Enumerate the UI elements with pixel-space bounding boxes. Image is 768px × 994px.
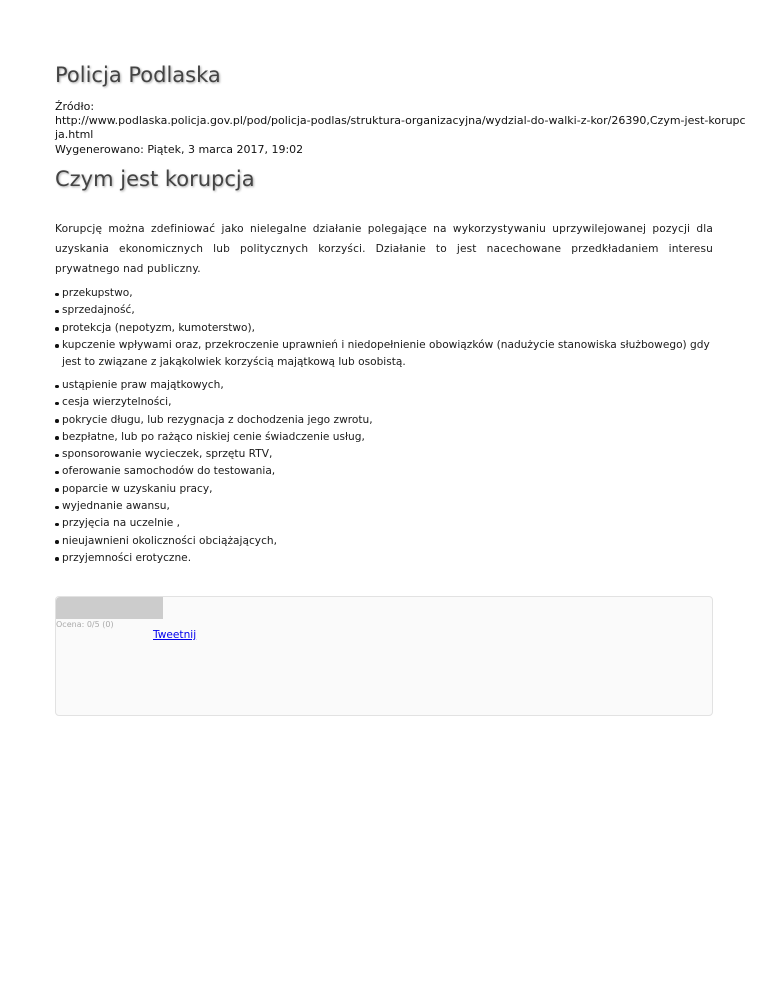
list-item: sponsorowanie wycieczek, sprzętu RTV, xyxy=(55,446,713,463)
list-item: ustąpienie praw majątkowych, xyxy=(55,377,713,394)
list-item: oferowanie samochodów do testowania, xyxy=(55,463,713,480)
source-url-line-2: ja.html xyxy=(55,128,94,142)
site-title: Policja Podlaska xyxy=(55,63,221,87)
list-item: przekupstwo, xyxy=(55,285,713,302)
list-item: wyjednanie awansu, xyxy=(55,498,713,515)
list-item: nieujawnieni okoliczności obciążających, xyxy=(55,533,713,550)
generated-date: Wygenerowano: Piątek, 3 marca 2017, 19:02 xyxy=(55,142,304,156)
list-item: przyjęcia na uczelnie , xyxy=(55,515,713,532)
corruption-forms-list xyxy=(55,285,713,371)
list-item: sprzedajność, xyxy=(55,302,713,319)
article-intro: Korupcję można zdefiniować jako nielegalne działanie polegające na wykorzystywaniu uprzywilejowanej pozycji dla uzyskania ekonomicznych lub politycznych korzyści. Działanie to jest nacechowane przedkładaniem interesu prywatnego nad publiczny. xyxy=(55,223,713,275)
article-title: Czym jest korupcja xyxy=(55,167,255,191)
source-meta xyxy=(55,100,746,157)
list-item: poparcie w uzyskaniu pracy, xyxy=(55,481,713,498)
rating-stars[interactable] xyxy=(56,597,163,619)
list-item: bezpłatne, lub po rażąco niskiej cenie świadczenie usług, xyxy=(55,429,713,446)
rating-panel xyxy=(55,596,713,716)
list-item: przyjemności erotyczne. xyxy=(55,550,713,567)
list-item: kupczenie wpływami oraz, przekroczenie uprawnień i niedopełnienie obowiązków (nadużycie stanowiska służbowego) gdy jest to związane z jakąkolwiek korzyścią majątkową lub osobistą. xyxy=(55,337,713,372)
tweet-link[interactable]: Tweetnij xyxy=(153,629,197,641)
list-item: cesja wierzytelności, xyxy=(55,394,713,411)
list-item: protekcja (nepotyzm, kumoterstwo), xyxy=(55,320,713,337)
source-label: Źródło: xyxy=(55,100,95,113)
benefits-list xyxy=(55,377,713,567)
rating-label: Ocena: 0/5 (0) xyxy=(56,620,114,629)
source-url-line-1: http://www.podlaska.policja.gov.pl/pod/policja-podlas/struktura-organizacyjna/wydzial-do-walki-z-kor/26390,Czym-jest-korupc xyxy=(55,114,746,128)
list-item: pokrycie długu, lub rezygnacja z dochodzenia jego zwrotu, xyxy=(55,412,713,429)
